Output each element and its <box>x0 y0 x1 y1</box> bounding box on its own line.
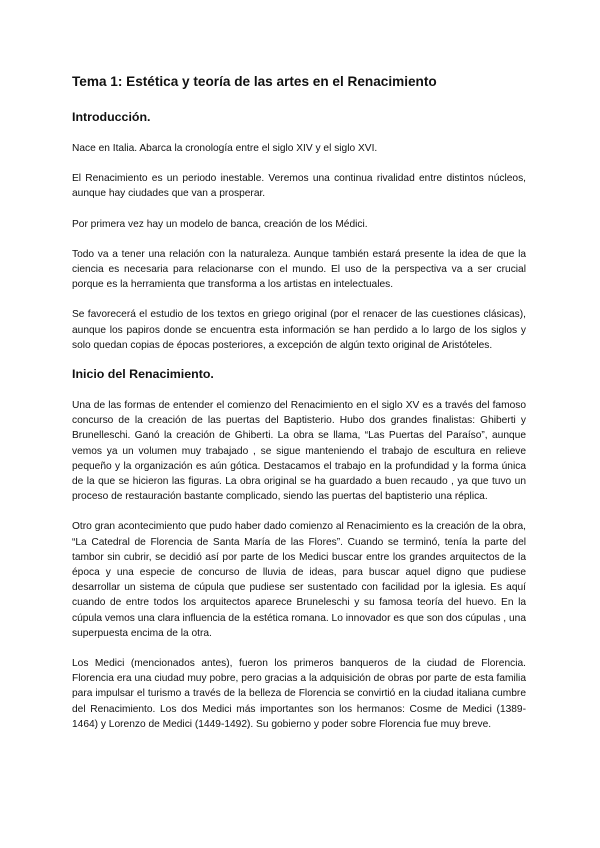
paragraph: Nace en Italia. Abarca la cronología entre el siglo XIV y el siglo XVI. <box>72 143 378 154</box>
section-heading-introduccion: Introducción. <box>72 110 151 124</box>
paragraph: Otro gran acontecimiento que pudo haber dado comienzo al Renacimiento es la creación de la obra, “La Catedral de Florencia de Santa María de las Flores”. Cuando se terminó, tenía la parte del tambor sin cubrir, se decidió así por parte de los Medici buscar entre los grandes arquitectos de la época y una especie de concurso de lluvia de ideas, para buscar aquel digno que pudiese desarrollar un sistema de cúpula que pudiese ser sustentado con facilidad por la iglesia. Es aquí cuando de entre todos los arquitectos aparece Bruneleschi y su famosa teoría del huevo. En la cúpula vemos una clara influencia de la estética romana. Lo innovador es que son dos cúpulas , una superpuesta encima de la otra. <box>72 521 526 639</box>
section-heading-inicio: Inicio del Renacimiento. <box>72 367 214 382</box>
paragraph: Se favorecerá el estudio de los textos en griego original (por el renacer de las cuestiones clásicas), aunque los papiros donde se encuentra esta información se han perdido a lo largo de los siglos y solo quedan copias de épocas posteriores, a excepción de algún texto original de Aristóteles. <box>72 309 526 351</box>
document-title: Tema 1: Estética y teoría de las artes en el Renacimiento <box>72 74 437 89</box>
paragraph: Por primera vez hay un modelo de banca, creación de los Médici. <box>72 218 368 230</box>
paragraph: Todo va a tener una relación con la naturaleza. Aunque también estará presente la idea de que la ciencia es necesaria para relacionarse con el mundo. El uso de la perspectiva va a ser crucial porque es la herramienta que transforma a los artistas en intelectuales. <box>72 248 526 291</box>
document-page <box>72 60 526 732</box>
paragraph: El Renacimiento es un periodo inestable. Veremos una continua rivalidad entre distintos núcleos, aunque hay ciudades que van a prosperar. <box>72 173 526 200</box>
paragraph: Los Medici (mencionados antes), fueron los primeros banqueros de la ciudad de Florencia. Florencia era una ciudad muy pobre, pero gracias a la adquisición de obras por parte de esta familia para impulsar el turismo a través de la belleza de Florencia se convirtió en la ciudad italiana cumbre del Renacimiento. Los dos Medici más importantes son los hermanos: Cosme de Medici (1389-1464) y Lorenzo de Medici (1449-1492). Su gobierno y poder sobre Florencia fue muy breve. <box>72 658 526 730</box>
paragraph: Una de las formas de entender el comienzo del Renacimiento en el siglo XV es a través del famoso concurso de la creación de las puertas del Baptisterio. Hubo dos grandes finalistas: Ghiberti y Brunelleschi. Ganó la creación de Ghiberti. La obra se llama, “Las Puertas del Paraíso”, aunque vemos ya un volumen muy trabajado , se sigue manteniendo el trabajo de escultura en relieve pequeño y la organización es aún gótica. Destacamos el trabajo en la profundidad y la forma única de la que se hicieron las figuras. La obra original se ha guardado a buen recaudo , ya que tuvo un proceso de restauración bastante complicado, siendo las puertas del baptisterio una réplica. <box>72 400 526 503</box>
